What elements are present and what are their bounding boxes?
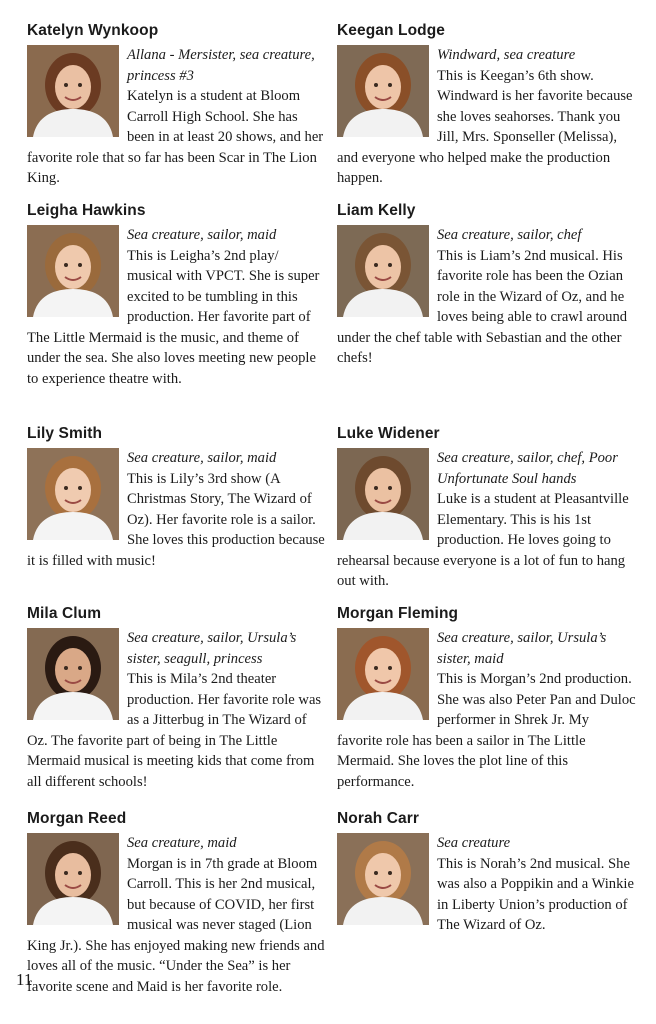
- role-list: Allana - Mersister, sea creature, princess #3: [127, 47, 315, 84]
- performer-name: Leigha Hawkins: [27, 202, 146, 219]
- photo-eye-left: [374, 871, 378, 875]
- headshot-photo: [27, 448, 119, 540]
- role-list: Sea creature, sailor, maid: [127, 450, 277, 466]
- photo-face: [365, 648, 401, 692]
- bio-body: Morgan is in 7th grade at Bloom Carroll. This is her 2nd musical, but because of COVID, her first musical was never staged (Lion King Jr.). She has enjoyed making new friends and loves all of the music. “Under the Sea” is her favorite scene and Maid is her favorite role.: [27, 855, 325, 995]
- bio-body: This is Mila’s 2nd theater production. Her favorite role was as a Jitterbug in The Wizard of Oz. The favorite part of being in The Little Mermaid musical is meeting kids that come from all different schools!: [27, 671, 322, 790]
- bio-morgan-fleming: [337, 605, 637, 792]
- performer-name: Keegan Lodge: [337, 22, 445, 39]
- photo-eye-left: [64, 263, 68, 267]
- photo-eye-left: [64, 486, 68, 490]
- photo-face: [55, 648, 91, 692]
- photo-eye-right: [388, 263, 392, 267]
- photo-eye-right: [388, 83, 392, 87]
- photo-eye-right: [388, 486, 392, 490]
- headshot-photo: [27, 225, 119, 317]
- bio-body: Luke is a student at Pleasantville Elementary. This is his 1st production. He loves going to rehearsal because everyone is a lot of fun to hang out with.: [337, 491, 629, 589]
- headshot-photo: [337, 833, 429, 925]
- photo-face: [55, 468, 91, 512]
- performer-name: Katelyn Wynkoop: [27, 22, 159, 39]
- performer-name: Morgan Fleming: [337, 605, 459, 622]
- role-list: Sea creature, sailor, maid: [127, 227, 277, 243]
- headshot-photo: [337, 448, 429, 540]
- headshot-photo: [27, 45, 119, 137]
- photo-face: [55, 65, 91, 109]
- photo-eye-right: [78, 486, 82, 490]
- bio-mila-clum: [27, 605, 327, 792]
- headshot-photo: [337, 225, 429, 317]
- bio-body: This is Morgan’s 2nd production. She was also Peter Pan and Duloc performer in Shrek Jr. My favorite role has been a sailor in The Little Mermaid. She loves the plot line of this performance.: [337, 671, 636, 790]
- performer-name: Lily Smith: [27, 425, 103, 442]
- bio-katelyn-wynkoop: [27, 22, 327, 189]
- headshot-photo: [337, 45, 429, 137]
- photo-face: [55, 853, 91, 897]
- performer-name: Mila Clum: [27, 605, 102, 622]
- page-number: 11: [16, 970, 33, 989]
- photo-eye-left: [374, 83, 378, 87]
- performer-name: Luke Widener: [337, 425, 440, 442]
- photo-face: [365, 853, 401, 897]
- photo-eye-left: [374, 486, 378, 490]
- photo-face: [55, 245, 91, 289]
- photo-eye-left: [374, 263, 378, 267]
- bio-body: This is Keegan’s 6th show. Windward is her favorite because she loves seahorses. Thank you Jill, Mrs. Sponseller (Melissa), and everyone who helped make the production happen.: [337, 67, 633, 186]
- role-list: Sea creature, maid: [127, 835, 237, 851]
- headshot-photo: [337, 628, 429, 720]
- bio-morgan-reed: [27, 810, 327, 997]
- bio-keegan-lodge: [337, 22, 637, 189]
- photo-face: [365, 245, 401, 289]
- role-list: Windward, sea creature: [437, 47, 576, 63]
- bio-lily-smith: [27, 425, 327, 571]
- role-list: Sea creature: [437, 835, 511, 851]
- bio-leigha-hawkins: [27, 202, 327, 389]
- photo-eye-right: [78, 666, 82, 670]
- photo-eye-right: [388, 871, 392, 875]
- bio-body: This is Norah’s 2nd musical. She was also a Poppikin and a Winkie in Liberty Union’s production of The Wizard of Oz.: [437, 855, 634, 933]
- performer-name: Morgan Reed: [27, 810, 127, 827]
- bio-liam-kelly: [337, 202, 637, 369]
- photo-eye-right: [78, 263, 82, 267]
- role-list: Sea creature, sailor, chef, Poor Unfortunate Soul hands: [437, 450, 618, 487]
- role-list: Sea creature, sailor, chef: [437, 227, 582, 243]
- headshot-photo: [27, 628, 119, 720]
- headshot-photo: [27, 833, 119, 925]
- photo-eye-left: [64, 666, 68, 670]
- photo-face: [365, 468, 401, 512]
- bio-norah-carr: [337, 810, 637, 936]
- performer-name: Norah Carr: [337, 810, 419, 827]
- photo-eye-left: [374, 666, 378, 670]
- photo-eye-right: [78, 871, 82, 875]
- photo-face: [365, 65, 401, 109]
- photo-eye-right: [388, 666, 392, 670]
- bio-body: This is Leigha’s 2nd play/ musical with VPCT. She is super excited to be tumbling in this production. Her favorite part of The Little Mermaid is the music, and theme of under the sea. She also loves meeting new people to experience theatre with.: [27, 247, 320, 387]
- photo-eye-left: [64, 871, 68, 875]
- bio-body: Katelyn is a student at Bloom Carroll High School. She has been in at least 20 shows, and her favorite role that so far has been Scar in The Lion King.: [27, 88, 324, 186]
- photo-eye-left: [64, 83, 68, 87]
- bio-body: This is Lily’s 3rd show (A Christmas Story, The Wizard of Oz). Her favorite role is a sailor. She loves this production because it is filled with music!: [27, 470, 325, 569]
- bio-body: This is Liam’s 2nd musical. His favorite role has been the Ozian role in the Wizard of Oz, and he loves being able to crawl around under the chef table with Sebastian and the other chefs!: [337, 247, 628, 366]
- role-list: Sea creature, sailor, Ursula’s sister, maid: [437, 630, 607, 667]
- photo-eye-right: [78, 83, 82, 87]
- performer-name: Liam Kelly: [337, 202, 416, 219]
- role-list: Sea creature, sailor, Ursula’s sister, seagull, princess: [127, 630, 297, 667]
- bio-luke-widener: [337, 425, 637, 592]
